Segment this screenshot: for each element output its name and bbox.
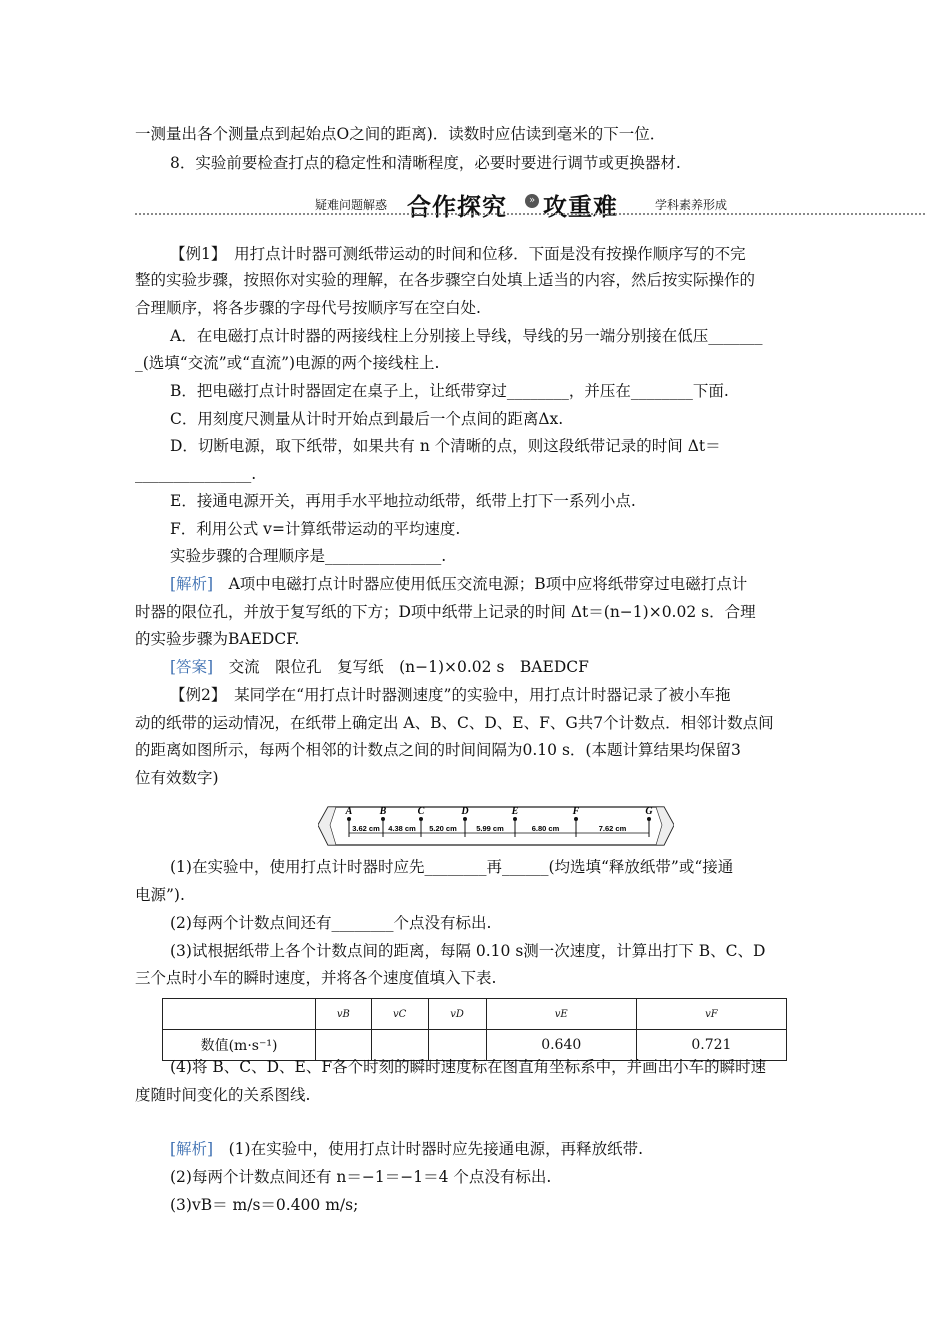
ex2-analysis-3: (3)vB＝ m/s＝0.400 m/s; [170, 1196, 359, 1214]
table-cell-vd[interactable] [428, 1030, 486, 1061]
tape-distance-2: 5.20 cm [429, 824, 457, 833]
tape-distance-5: 7.62 cm [598, 824, 627, 833]
ex2-q4-a: (4)将 B、C、D、E、F各个时刻的瞬时速度标在图直角坐标系中，并画出小车的瞬时速 [170, 1058, 767, 1076]
table-header-vf: vF [636, 999, 786, 1030]
ex1-line-2: 整的实验步骤，按照你对实验的理解，在各步骤空白处填上适当的内容，然后按实际操作的 [135, 271, 756, 289]
ex1-step-d-2: _______________. [135, 465, 257, 483]
banner-dotted-rule [135, 213, 925, 215]
ex1-step-d-1: D．切断电源，取下纸带，如果共有 n 个清晰的点，则这段纸带记录的时间 Δt＝ [170, 437, 721, 455]
table-cell-vb[interactable] [316, 1030, 372, 1061]
tape-distance-0: 3.62 cm [352, 824, 380, 833]
tape-label-c: C [417, 806, 425, 817]
ex2-line-1: 【例2】 某同学在“用打点计时器测速度”的实验中，用打点计时器记录了被小车拖 [170, 686, 731, 704]
tape-distance-3: 5.99 cm [476, 824, 504, 833]
ex2-q3-b: 三个点时小车的瞬时速度，并将各个速度值填入下表. [135, 969, 497, 987]
ex2-q4-b: 度随时间变化的关系图线. [135, 1086, 311, 1104]
ex2-q1-a: (1)在实验中，使用打点计时器时应先________再______(均选填“释放纸带”或“接通 [170, 858, 734, 876]
intro-line-2: 8．实验前要检查打点的稳定性和清晰程度，必要时要进行调节或更换器材. [170, 154, 681, 172]
analysis-tag-2: [解析] [170, 1140, 214, 1158]
answer-tag: [答案] [170, 658, 214, 676]
banner-right-text: 学科素养形成 [655, 198, 728, 212]
intro-line-1: 一测量出各个测量点到起始点O之间的距离)．读数时应估读到毫米的下一位． [135, 125, 666, 143]
ex1-analysis-2: 时器的限位孔，并放于复写纸的下方；D项中纸带上记录的时间 Δt＝(n−1)×0.02 s．合理 [135, 603, 756, 621]
analysis-text-2: (1)在实验中，使用打点计时器时应先接通电源，再释放纸带. [213, 1140, 643, 1158]
table-header-vd: vD [428, 999, 486, 1030]
ex2-line-3: 的距离如图所示，每两个相邻的计数点之间的时间间隔为0.10 s．(本题计算结果均保留3 [135, 741, 741, 759]
ex1-step-e: E．接通电源开关，再用手水平地拉动纸带，纸带上打下一系列小点. [170, 492, 636, 510]
ex2-q2: (2)每两个计数点间还有________个点没有标出. [170, 914, 492, 932]
ex2-analysis-1 [170, 1139, 643, 1159]
ex1-order: 实验步骤的合理顺序是_______________. [170, 547, 447, 565]
ex1-line-1: 【例1】 用打点计时器可测纸带运动的时间和位移．下面是没有按操作顺序写的不完 [170, 245, 746, 263]
table-header-vb: vB [316, 999, 372, 1030]
ex1-answer [170, 657, 589, 677]
ex2-q3-a: (3)试根据纸带上各个计数点间的距离，每隔 0.10 s测一次速度，计算出打下 B、C、D [170, 942, 766, 960]
ex1-analysis-3: 的实验步骤为BAEDCF. [135, 630, 300, 648]
tape-label-f: F [572, 806, 580, 817]
banner-title-1: 合作探究 [407, 193, 507, 221]
ex1-step-a-1: A．在电磁打点计时器的两接线柱上分别接上导线，导线的另一端分别接在低压_______ [170, 327, 763, 345]
tape-label-a: A [345, 806, 353, 817]
tape-distance-4: 6.80 cm [531, 824, 560, 833]
paper-tape-figure [318, 801, 674, 851]
table-header-blank [163, 999, 316, 1030]
banner-title-2: 攻重难 [543, 193, 618, 221]
table-header-ve: vE [486, 999, 636, 1030]
table-header-vc: vC [371, 999, 428, 1030]
table-cell-vc[interactable] [371, 1030, 428, 1061]
ex2-line-2: 动的纸带的运动情况，在纸带上确定出 A、B、C、D、E、F、G共7个计数点．相邻计数点间 [135, 714, 774, 732]
ex1-analysis-1 [170, 574, 747, 594]
ex1-line-3: 合理顺序，将各步骤的字母代号按顺序写在空白处. [135, 299, 481, 317]
velocity-table [162, 998, 787, 1061]
ex1-step-a-2: _(选填“交流”或“直流”)电源的两个接线柱上. [135, 354, 440, 372]
tape-label-b: B [379, 806, 387, 817]
table-row [163, 1030, 787, 1061]
table-cell-ve: 0.640 [486, 1030, 636, 1061]
arrow-circle-icon: » [525, 194, 539, 208]
ex1-step-f: F．利用公式 v=计算纸带运动的平均速度. [170, 520, 461, 538]
table-cell-vf: 0.721 [636, 1030, 786, 1061]
analysis-tag: [解析] [170, 575, 214, 593]
tape-label-e: E [511, 806, 519, 817]
section-banner [135, 187, 925, 221]
ex2-q1-b: 电源”). [135, 886, 185, 904]
table-row-label: 数值(m·s⁻¹) [163, 1030, 316, 1061]
ex1-step-b: B．把电磁打点计时器固定在桌子上，让纸带穿过________，并压在________下面. [170, 382, 729, 400]
ex2-line-4: 位有效数字) [135, 769, 219, 787]
banner-left-text: 疑难问题解惑 [315, 198, 388, 212]
ex1-step-c: C．用刻度尺测量从计时开始点到最后一个点间的距离Δx. [170, 410, 564, 428]
tape-distance-1: 4.38 cm [388, 824, 416, 833]
answer-text: 交流 限位孔 复写纸 (n−1)×0.02 s BAEDCF [213, 658, 589, 676]
tape-label-g: G [645, 806, 653, 817]
tape-label-d: D [461, 806, 469, 817]
analysis-text: A项中电磁打点计时器应使用低压交流电源；B项中应将纸带穿过电磁打点计 [213, 575, 748, 593]
table-header-row [163, 999, 787, 1030]
ex2-analysis-2: (2)每两个计数点间还有 n＝−1＝−1＝4 个点没有标出. [170, 1168, 552, 1186]
